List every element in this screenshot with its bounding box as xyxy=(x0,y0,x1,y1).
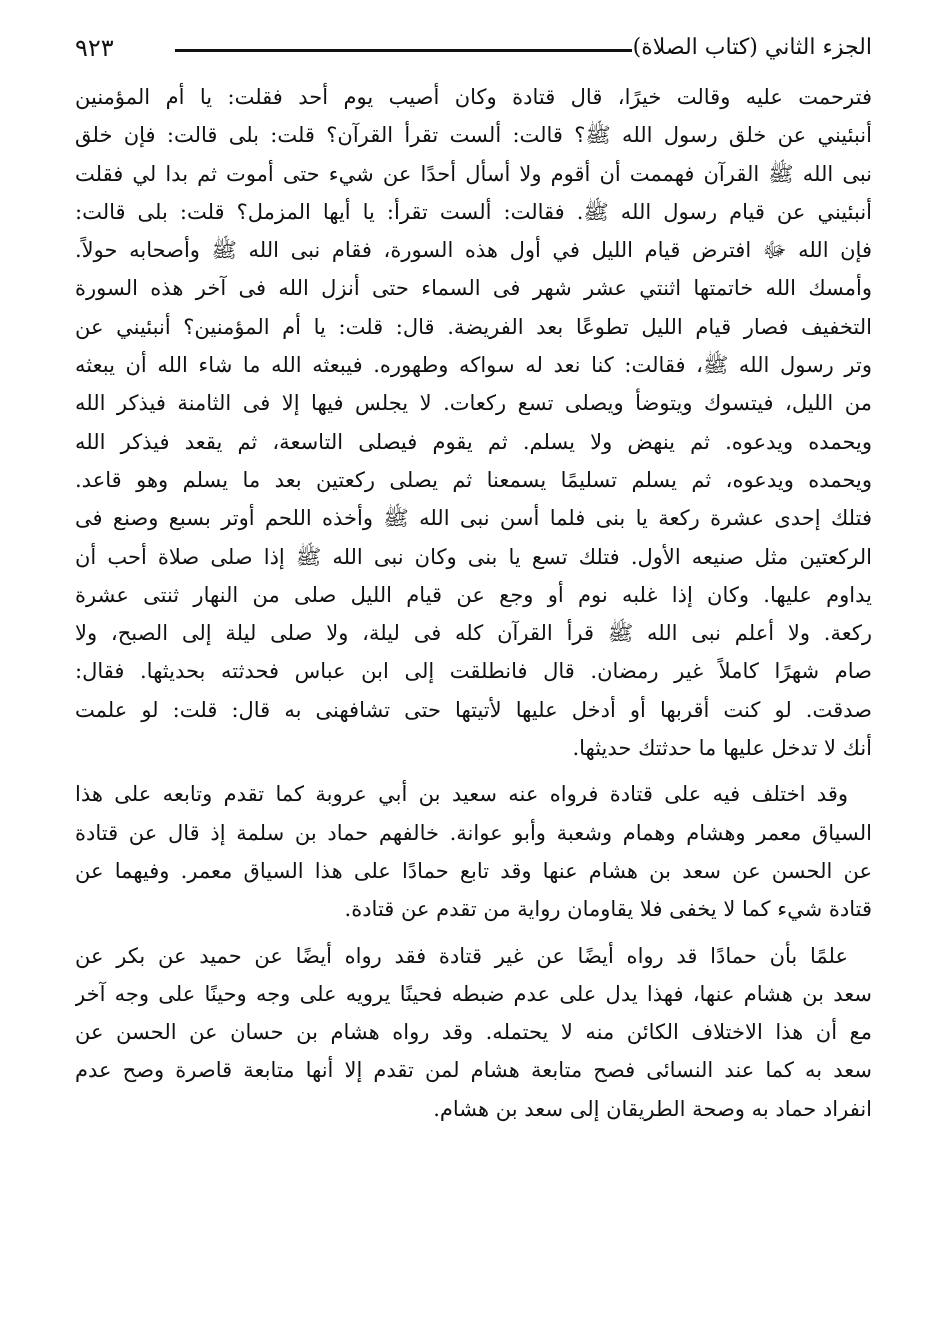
text-line: ويحمده ويدعوه. ثم ينهض ولا يسلم. ثم يقوم فيصلى التاسعة، ثم يقعد فيذكر الله xyxy=(75,429,872,454)
text-line: أنك لا تدخل عليها ما حدثتك حديثها. xyxy=(572,736,872,761)
text-line: يداوم عليها. وكان إذا غلبه نوم أو وجع عن قيام الليل صلى من النهار ثنتى عشرة xyxy=(75,582,872,607)
body-text xyxy=(75,78,872,1128)
page-header xyxy=(75,30,872,70)
text-line: وتر رسول الله ﷺ، فقالت: كنا نعد له سواكه وطهوره. فيبعثه الله ما شاء الله أن يبعثه xyxy=(75,353,872,378)
header-rule xyxy=(175,49,632,52)
text-line: ويحمده ويدعوه، ثم يسلم تسليمًا يسمعنا ثم يصلى ركعتين بعد ما يسلم وهو قاعد. xyxy=(75,467,872,492)
text-line: سعد بن هشام عنها، فهذا يدل على عدم ضبطه فحينًا يرويه على وجه وحينًا على وجه آخر xyxy=(75,981,872,1006)
text-line: أنبئيني عن قيام رسول الله ﷺ. فقالت: ألست تقرأ: يا أيها المزمل؟ قلت: بلى قالت: xyxy=(75,199,872,224)
text-line: صام شهرًا كاملاً غير رمضان. قال فانطلقت إلى ابن عباس فحدثته بحديثها. فقال: xyxy=(75,659,872,684)
text-line: السياق معمر وهشام وهمام وشعبة وأبو عوانة. خالفهم حماد بن سلمة إذ قال عن قتادة xyxy=(75,820,872,845)
paragraph-gap xyxy=(75,929,872,937)
paragraph-3 xyxy=(75,937,872,1128)
text-line: نبى الله ﷺ القرآن فهممت أن أقوم ولا أسأل أحدًا عن شيء حتى أموت ثم بدا لي فقلت xyxy=(75,161,872,186)
paragraph-2 xyxy=(75,775,872,928)
text-line: أنبئيني عن خلق رسول الله ﷺ؟ قالت: ألست تقرأ القرآن؟ قلت: بلى قالت: فإن خلق xyxy=(75,123,872,148)
text-line: من الليل، فيتسوك ويتوضأ ويصلى تسع ركعات. لا يجلس فيها إلا فى الثامنة فيذكر الله xyxy=(75,391,872,416)
text-line: فتلك إحدى عشرة ركعة يا بنى فلما أسن نبى الله ﷺ وأخذه اللحم أوتر بسبع وصنع فى xyxy=(75,506,872,531)
text-line: وقد اختلف فيه على قتادة فرواه عنه سعيد بن أبي عروبة كما تقدم وتابعه على هذا xyxy=(75,782,848,807)
text-line: عن الحسن عن سعد بن هشام عنها وقد تابع حمادًا على هذا السياق معمر. وفيهما عن xyxy=(75,858,872,883)
text-line: الركعتين مثل صنيعه الأول. فتلك تسع يا بنى وكان نبى الله ﷺ إذا صلى صلاة أحب أن xyxy=(75,544,872,569)
running-head: الجزء الثاني (كتاب الصلاة) xyxy=(632,35,872,60)
text-line: ركعة. ولا أعلم نبى الله ﷺ قرأ القرآن كله فى ليلة، ولا صلى ليلة إلى الصبح، ولا xyxy=(75,621,872,646)
text-line: فإن الله ﷻ افترض قيام الليل في أول هذه السورة، فقام نبى الله ﷺ وأصحابه حولاً. xyxy=(75,238,872,263)
paragraph-gap xyxy=(75,767,872,775)
text-line: فترحمت عليه وقالت خيرًا، قال قتادة وكان أصيب يوم أحد فقلت: يا أم المؤمنين xyxy=(75,85,872,109)
text-line: صدقت. لو كنت أقربها أو أدخل عليها لأتيتها حتى تشافهنى به قال: قلت: لو علمت xyxy=(75,697,872,722)
text-line: التخفيف فصار قيام الليل تطوعًا بعد الفريضة. قال: قلت: يا أم المؤمنين؟ أنبئيني عن xyxy=(75,314,872,339)
text-line: مع أن هذا الاختلاف الكائن منه لا يحتمله. وقد رواه هشام بن حسان عن الحسن عن xyxy=(75,1020,872,1045)
paragraph-1 xyxy=(75,78,872,767)
text-line: قتادة شيء كما لا يخفى فلا يقاومان رواية من تقدم عن قتادة. xyxy=(344,897,872,922)
text-line: انفراد حماد به وصحة الطريقان إلى سعد بن هشام. xyxy=(433,1096,872,1121)
text-line: سعد به كما عند النسائى فصح متابعة هشام لمن تقدم إلا أنها متابعة قاصرة وصح عدم xyxy=(75,1058,872,1083)
page-number: ٩٢٣ xyxy=(75,34,114,62)
text-line: وأمسك الله خاتمتها اثنتي عشر شهر فى السماء حتى أنزل الله فى آخر هذه السورة xyxy=(75,276,872,301)
text-line: علمًا بأن حمادًا قد رواه أيضًا عن غير قتادة فقد رواه أيضًا عن حميد عن بكر عن xyxy=(75,943,848,968)
